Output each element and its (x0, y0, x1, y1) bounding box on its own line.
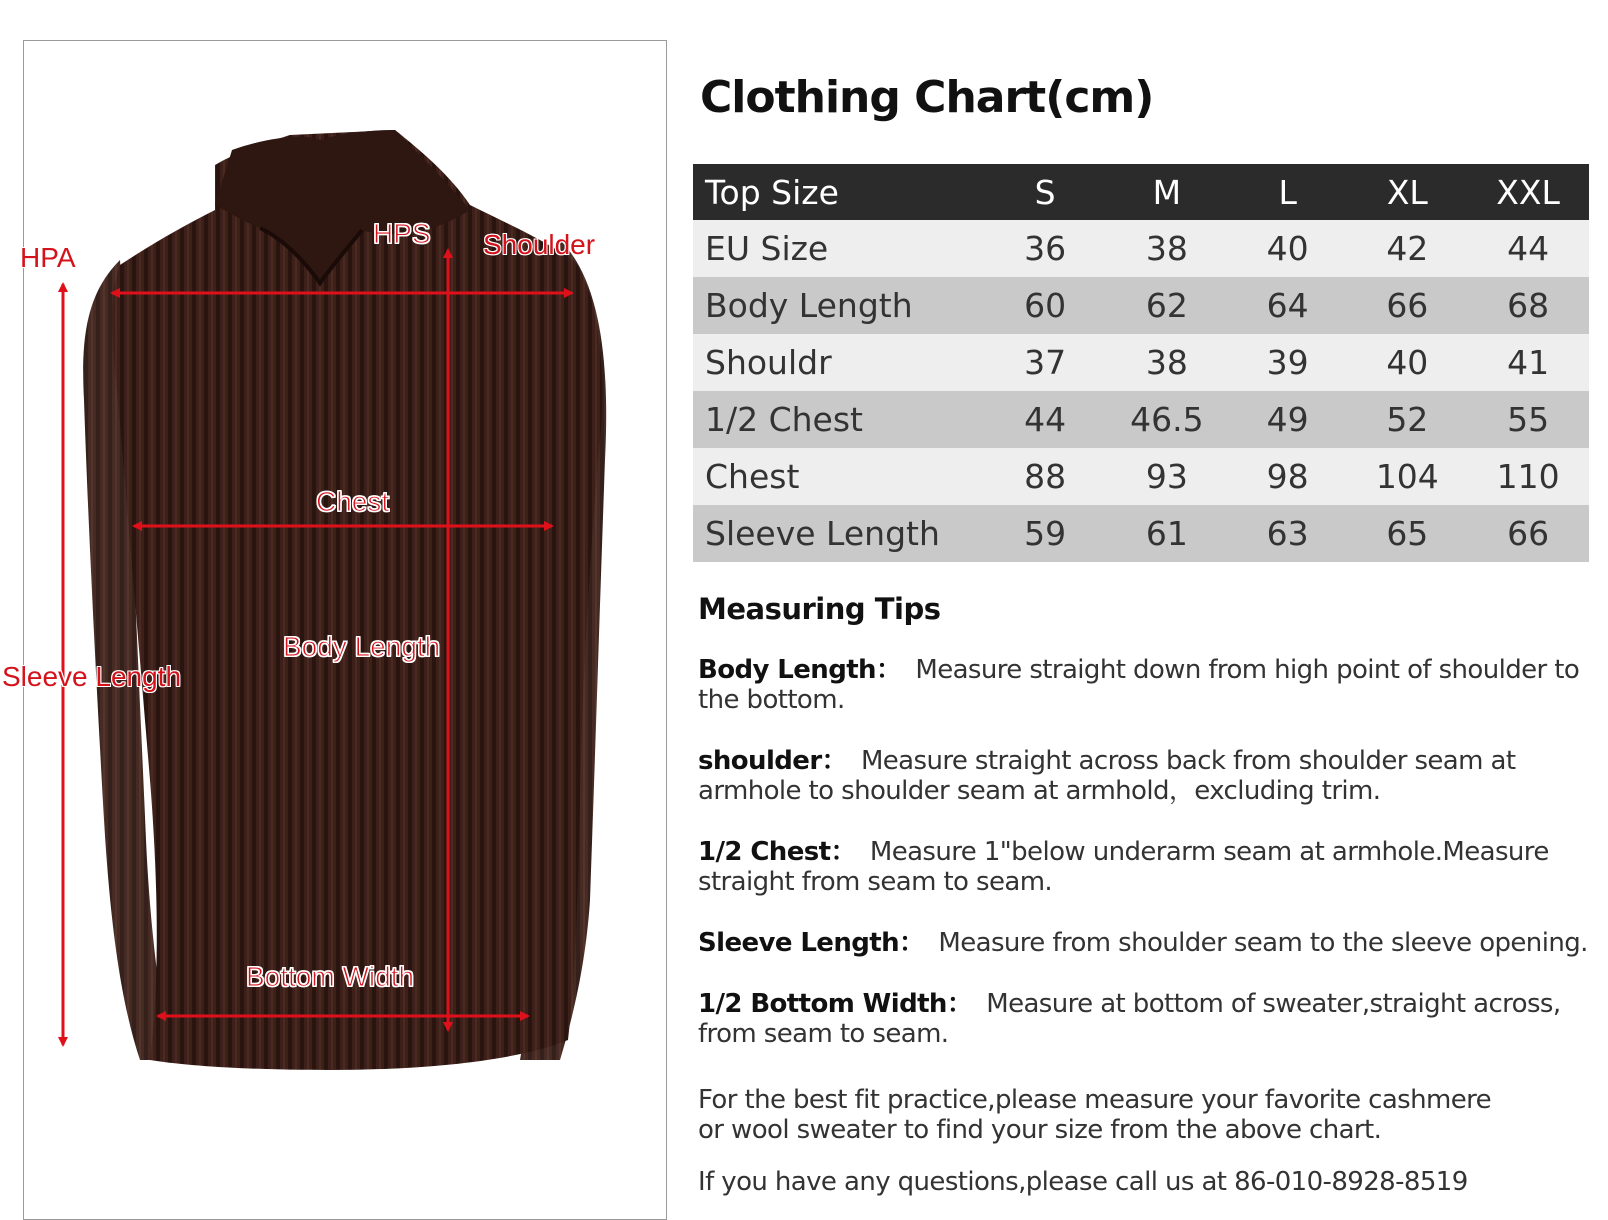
tip-term: Body Length (698, 655, 876, 685)
table-row (693, 334, 1589, 391)
table-cell: 41 (1467, 334, 1589, 391)
sweater-diagram (0, 0, 680, 1198)
row-label: Shouldr (693, 334, 984, 391)
table-cell: 68 (1467, 277, 1589, 334)
table-cell: 66 (1467, 505, 1589, 562)
table-cell: 37 (984, 334, 1106, 391)
bottom-width-label: Bottom Width (246, 961, 415, 992)
table-cell: 49 (1228, 391, 1348, 448)
row-label: 1/2 Chest (693, 391, 984, 448)
sweater-body (112, 130, 602, 1070)
table-cell: 104 (1347, 448, 1467, 505)
contact-phone-note: If you have any questions,please call us at 86-010-8928-8519 (698, 1167, 1468, 1197)
sleeve-length-label: Sleeve Length (2, 661, 182, 692)
table-cell: 40 (1347, 334, 1467, 391)
table-row (693, 277, 1589, 334)
chest-label: Chest (316, 486, 390, 517)
tip-term: shoulder (698, 746, 822, 776)
table-cell: 36 (984, 220, 1106, 277)
tip-half-bottom-width (698, 989, 1593, 1049)
table-cell: 62 (1106, 277, 1228, 334)
table-cell: 66 (1347, 277, 1467, 334)
tip-body-length (698, 655, 1593, 715)
fit-note-line-1: For the best fit practice,please measure your favorite cashmere (698, 1085, 1492, 1115)
table-cell: 46.5 (1106, 391, 1228, 448)
chart-title: Clothing Chart(cm) (700, 72, 1154, 123)
tip-term: 1/2 Chest (698, 837, 831, 867)
tip-text: Measure from shoulder seam to the sleeve opening. (938, 928, 1588, 958)
table-cell: 98 (1228, 448, 1348, 505)
table-cell: 52 (1347, 391, 1467, 448)
hps-label: HPS (373, 218, 431, 249)
measuring-tips-heading: Measuring Tips (698, 592, 941, 626)
table-cell: 44 (1467, 220, 1589, 277)
tip-sleeve-length (698, 928, 1593, 958)
table-header-row (693, 164, 1589, 220)
table-cell: 39 (1228, 334, 1348, 391)
table-cell: 38 (1106, 220, 1228, 277)
table-cell: 63 (1228, 505, 1348, 562)
header-cell: XXL (1467, 164, 1589, 220)
shoulder-label: Shoulder (483, 229, 596, 260)
tip-text: Measure at bottom of sweater,straight across, from seam to seam. (698, 989, 1561, 1049)
table-cell: 110 (1467, 448, 1589, 505)
body-length-label: Body Length (283, 631, 441, 662)
header-cell: XL (1347, 164, 1467, 220)
hpa-label: HPA (20, 242, 76, 273)
tip-text: Measure 1"below underarm seam at armhole.Measure straight from seam to seam. (698, 837, 1549, 897)
table-cell: 61 (1106, 505, 1228, 562)
row-label: Sleeve Length (693, 505, 984, 562)
table-cell: 65 (1347, 505, 1467, 562)
header-cell: S (984, 164, 1106, 220)
row-label: Chest (693, 448, 984, 505)
tip-separator: ： (899, 928, 925, 958)
table-cell: 59 (984, 505, 1106, 562)
tip-text: Measure straight across back from shoulder seam at armhole to shoulder seam at armhold，excluding trim. (698, 746, 1516, 806)
size-chart-table (693, 164, 1589, 562)
table-row (693, 391, 1589, 448)
table-row (693, 448, 1589, 505)
table-cell: 44 (984, 391, 1106, 448)
header-cell: Top Size (693, 164, 984, 220)
table-cell: 60 (984, 277, 1106, 334)
tip-separator: ： (830, 837, 856, 867)
table-row (693, 220, 1589, 277)
tip-half-chest (698, 837, 1593, 897)
table-cell: 88 (984, 448, 1106, 505)
tip-text: Measure straight down from high point of shoulder to the bottom. (698, 655, 1580, 715)
table-cell: 42 (1347, 220, 1467, 277)
tip-term: 1/2 Bottom Width (698, 989, 947, 1019)
tip-term: Sleeve Length (698, 928, 899, 958)
header-cell: M (1106, 164, 1228, 220)
table-cell: 64 (1228, 277, 1348, 334)
tip-separator: ： (946, 989, 973, 1019)
table-cell: 38 (1106, 334, 1228, 391)
row-label: EU Size (693, 220, 984, 277)
row-label: Body Length (693, 277, 984, 334)
table-row (693, 505, 1589, 562)
header-cell: L (1228, 164, 1348, 220)
table-cell: 40 (1228, 220, 1348, 277)
table-cell: 55 (1467, 391, 1589, 448)
tip-separator: ： (875, 655, 902, 685)
table-cell: 93 (1106, 448, 1228, 505)
tip-separator: ： (821, 746, 847, 776)
fit-note-line-2: or wool sweater to find your size from the above chart. (698, 1115, 1382, 1145)
tip-shoulder (698, 746, 1593, 806)
